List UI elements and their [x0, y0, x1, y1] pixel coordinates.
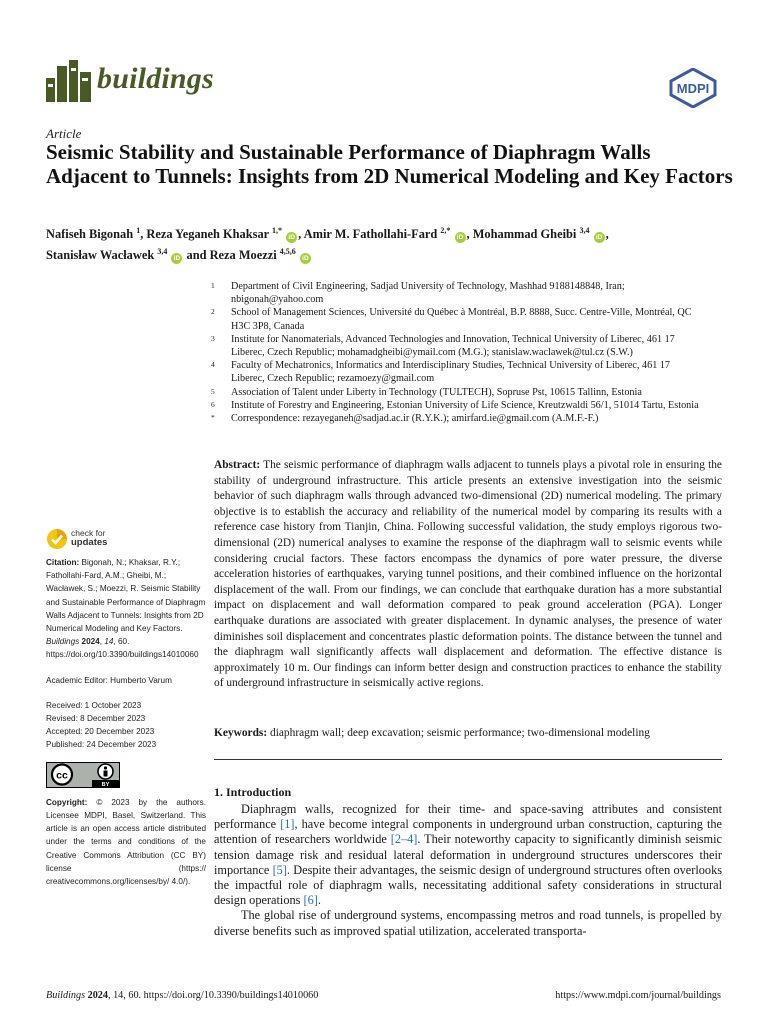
citation-text: Bigonah, N.; Khaksar, R.Y.; Fathollahi-Fard, A.M.; Gheibi, M.; Wacławek, S.; Moezzi, R. Seismic Stability and Sustainable Performance of Diaphragm Walls Adjacent to Tunnels: Insights from 2D Numerical Modeling and Key Factors. — [46, 558, 206, 634]
article-type: Article — [46, 126, 82, 141]
abstract-label: Abstract: — [214, 459, 261, 471]
author-separator: , — [605, 227, 609, 242]
introduction-body — [214, 802, 722, 939]
introduction-paragraph-2 — [214, 908, 722, 938]
author-affiliation-sup: 3,4 — [157, 247, 168, 257]
citation-reference-link[interactable]: [1] — [280, 817, 295, 832]
abstract-text: The seismic performance of diaphragm walls adjacent to tunnels plays a pivotal role in ensuring the stability of underground infrastructure. This article presents an extensive investigation into the seismic behavior of such diaphragm walls through advanced two-dimensional (2D) numerical modeling. The primary objective is to establish the accuracy and reliability of the numerical model by comparing its results with a reference case history from Tianjin, China. Following successful validation, the study employs rigorous two-dimensional (2D) numerical analyses to examine the response of the diaphragm wall to seismic events while considering crucial factors. These factors encompass the dynamics of pore water pressure, the diverse acceleration histories of earthquakes, varying tunnel positions, and their combined influence on the horizontal displacement of the wall. From our findings, we can conclude that earthquake duration has a more substantial impact on displacement and wall deformation compared to peak ground acceleration (PGA). Longer earthquake durations are associated with greater displacement. In dynamic analyses, the presence of water diminishes soil displacement and concentrates plastic deformation points. The distance between the tunnel and the diaphragm wall significantly affects wall displacement and deformation. The effective distance is approximately 10 m. Our findings can inform better design and construction practices to enhance the stability of underground infrastructure in seismically active regions. — [214, 459, 722, 690]
orcid-icon[interactable]: iD — [286, 232, 297, 243]
author-list — [46, 222, 736, 264]
paragraph-text: . — [317, 893, 321, 908]
author-affiliation-sup: 2,* — [440, 226, 451, 235]
author-separator: , — [466, 227, 473, 242]
orcid-icon[interactable]: iD — [171, 253, 182, 264]
citation-year: 2024 — [81, 637, 100, 647]
affiliation-item — [211, 306, 701, 332]
publication-dates — [46, 699, 206, 752]
affiliation-item — [211, 333, 701, 359]
author-name: Amir M. Fathollahi-Fard — [303, 227, 441, 242]
citation-reference-link[interactable]: [2–4] — [390, 832, 418, 847]
author-separator: and — [183, 248, 210, 263]
affiliation-text: School of Management Sciences, Université du Québec à Montréal, B.P. 8888, Succ. Centre-Ville, Montréal, QC H3C 3P8, Canada — [231, 307, 692, 332]
author-name: Nafiseh Bigonah — [46, 227, 137, 242]
orcid-icon[interactable]: iD — [455, 232, 466, 243]
keywords — [214, 726, 722, 741]
affiliation-number: 1 — [211, 281, 215, 290]
section-heading-introduction: 1. Introduction — [214, 785, 292, 799]
publication-date: Revised: 8 December 2023 — [46, 714, 146, 724]
author-separator: , — [298, 227, 304, 242]
abstract — [214, 458, 722, 692]
section-divider — [214, 759, 722, 760]
affiliation-number: 6 — [211, 399, 215, 409]
publication-date: Accepted: 20 December 2023 — [46, 727, 155, 737]
copyright-label: Copyright: — [46, 797, 88, 807]
citation-journal: Buildings — [46, 637, 80, 647]
publication-date: Received: 1 October 2023 — [46, 700, 142, 710]
orcid-icon[interactable]: iD — [300, 253, 311, 264]
journal-name: buildings — [97, 62, 214, 95]
keywords-label: Keywords: — [214, 727, 268, 739]
check-for-updates-label — [71, 529, 107, 547]
orcid-icon[interactable]: iD — [594, 232, 605, 243]
buildings-journal-logo-icon — [46, 60, 92, 102]
check-for-updates-icon — [46, 528, 68, 550]
academic-editor: Academic Editor: Humberto Varum — [46, 675, 172, 685]
author-affiliation-sup: 1,* — [272, 226, 283, 235]
affiliation-number: 2 — [211, 307, 215, 317]
affiliation-number: 4 — [211, 360, 215, 370]
affiliation-text: Association of Talent under Liberty in Technology (TULTECH), Sopruse Pst, 10615 Tallinn, Estonia — [231, 386, 642, 398]
author-separator: , — [140, 227, 147, 242]
citation-reference-link[interactable]: [6] — [303, 893, 318, 908]
author-affiliation-sup: 1 — [136, 226, 141, 235]
paragraph-text: . Their noteworthy capacity to significantly diminish seismic tension damage risk and residual lateral deformation in underground structures underscores their importance — [214, 832, 722, 877]
footer-citation — [46, 990, 318, 1001]
citation-reference-link[interactable]: [5] — [272, 862, 287, 877]
introduction-paragraph-1 — [214, 802, 722, 908]
affiliation-text: Correspondence: rezayeganeh@sadjad.ac.ir (R.Y.K.); amirfard.ie@gmail.com (A.M.F.-F.) — [231, 413, 599, 425]
article-info-sidebar — [46, 556, 206, 888]
check-label-2: updates — [71, 537, 108, 548]
mdpi-logo-icon — [667, 68, 719, 108]
citation-volume: 14 — [104, 637, 114, 647]
author-name: Stanisław Wacławek — [46, 248, 158, 263]
copyright-text: © 2023 by the authors. Licensee MDPI, Basel, Switzerland. This article is an open access article distributed under the terms and conditions of the Creative Commons Attribution (CC BY) license (https:// creativecommons.org/licenses/by/ 4.0/). — [46, 797, 206, 887]
affiliation-item — [211, 412, 701, 425]
paragraph-text: Diaphragm walls, recognized for their time- and space-saving attributes and consistent performance — [214, 802, 722, 832]
publication-date: Published: 24 December 2023 — [46, 740, 157, 750]
citation-doi-link[interactable]: , 60. https://doi.org/10.3390/buildings14010060 — [46, 637, 199, 660]
affiliation-text: Institute for Nanomaterials, Advanced Technologies and Innovation, Technical University of Liberec, 461 17 Liberec, Czech Republic; mohamadgheibi@ymail.com (M.G.); stanislaw.waclawek@tul.cz (S.W.) — [231, 333, 675, 359]
svg-text:cc: cc — [56, 769, 68, 782]
check-for-updates-button[interactable] — [46, 528, 126, 552]
author-name: Reza Moezzi — [209, 248, 280, 263]
author-name: Reza Yeganeh Khaksar — [146, 227, 273, 242]
footer-journal-url-link[interactable]: https://www.mdpi.com/journal/buildings — [555, 990, 721, 1001]
affiliation-text: Institute of Forestry and Engineering, Estonian University of Life Science, Kreutzwaldi 56/1, 51014 Tartu, Estonia — [231, 399, 699, 411]
affiliation-text: Faculty of Mechatronics, Informatics and Interdisciplinary Studies, Technical University of Liberec, 461 17 Liberec, Czech Republic; rezamoezy@gmail.com — [231, 360, 671, 385]
footer-doi-link[interactable]: , 14, 60. https://doi.org/10.3390/buildings14010060 — [107, 990, 319, 1001]
citation-label: Citation: — [46, 558, 80, 567]
affiliation-item — [211, 399, 701, 412]
affiliation-list — [211, 280, 701, 425]
copyright-notice — [46, 796, 206, 888]
mdpi-logo-text: MDPI — [676, 81, 710, 96]
affiliation-number: 5 — [211, 386, 215, 396]
affiliation-text: Department of Civil Engineering, Sadjad University of Technology, Mashhad 9188148848, Iran; nbigonah@yahoo.com — [231, 281, 625, 306]
keywords-text: diaphragm wall; deep excavation; seismic performance; two-dimensional modeling — [270, 727, 650, 739]
author-affiliation-sup: 3,4 — [579, 226, 590, 235]
affiliation-item — [211, 386, 701, 399]
affiliation-item — [211, 280, 701, 306]
footer-journal: Buildings — [46, 990, 86, 1001]
affiliation-number: 3 — [211, 333, 215, 343]
paragraph-text: . Despite their advantages, the seismic design of underground structures often overlooks the impactful role of diaphragm walls, necessitating additional safety considerations in structural design operations — [214, 862, 722, 908]
article-title: Seismic Stability and Sustainable Performance of Diaphragm Walls Adjacent to Tunnels: Insights from 2D Numerical Modeling and Key Factors — [46, 140, 733, 188]
paragraph-text: The global rise of underground systems, encompassing metros and road tunnels, is propelled by diverse benefits such as improved spatial utilization, accelerated transporta- — [214, 908, 722, 938]
affiliation-number: * — [211, 413, 215, 423]
citation-block: Citation: Bigonah, N.; Khaksar, R.Y.; Fathollahi-Fard, A.M.; Gheibi, M.; Wacławek, S.; Moezzi, R. Seismic Stability and Sustainable Performance of Diaphragm Walls Adjacent to Tunnels: Insights from 2D Numerical Modeling and Key Factors. Buildings 2024, 14, 60. https://doi.org/10.3390/buildings14010060 — [46, 558, 206, 660]
cc-by-badge-icon[interactable] — [46, 762, 120, 788]
footer-year: 2024 — [87, 990, 108, 1001]
check-label-1: check for — [71, 528, 106, 538]
svg-text:BY: BY — [101, 781, 110, 788]
affiliation-item — [211, 359, 701, 385]
author-affiliation-sup: 4,5,6 — [279, 247, 296, 257]
paragraph-text: , have become integral components in underground urban construction, capturing the attention of researchers worldwide — [214, 817, 723, 847]
author-name: Mohammad Gheibi — [472, 227, 580, 242]
